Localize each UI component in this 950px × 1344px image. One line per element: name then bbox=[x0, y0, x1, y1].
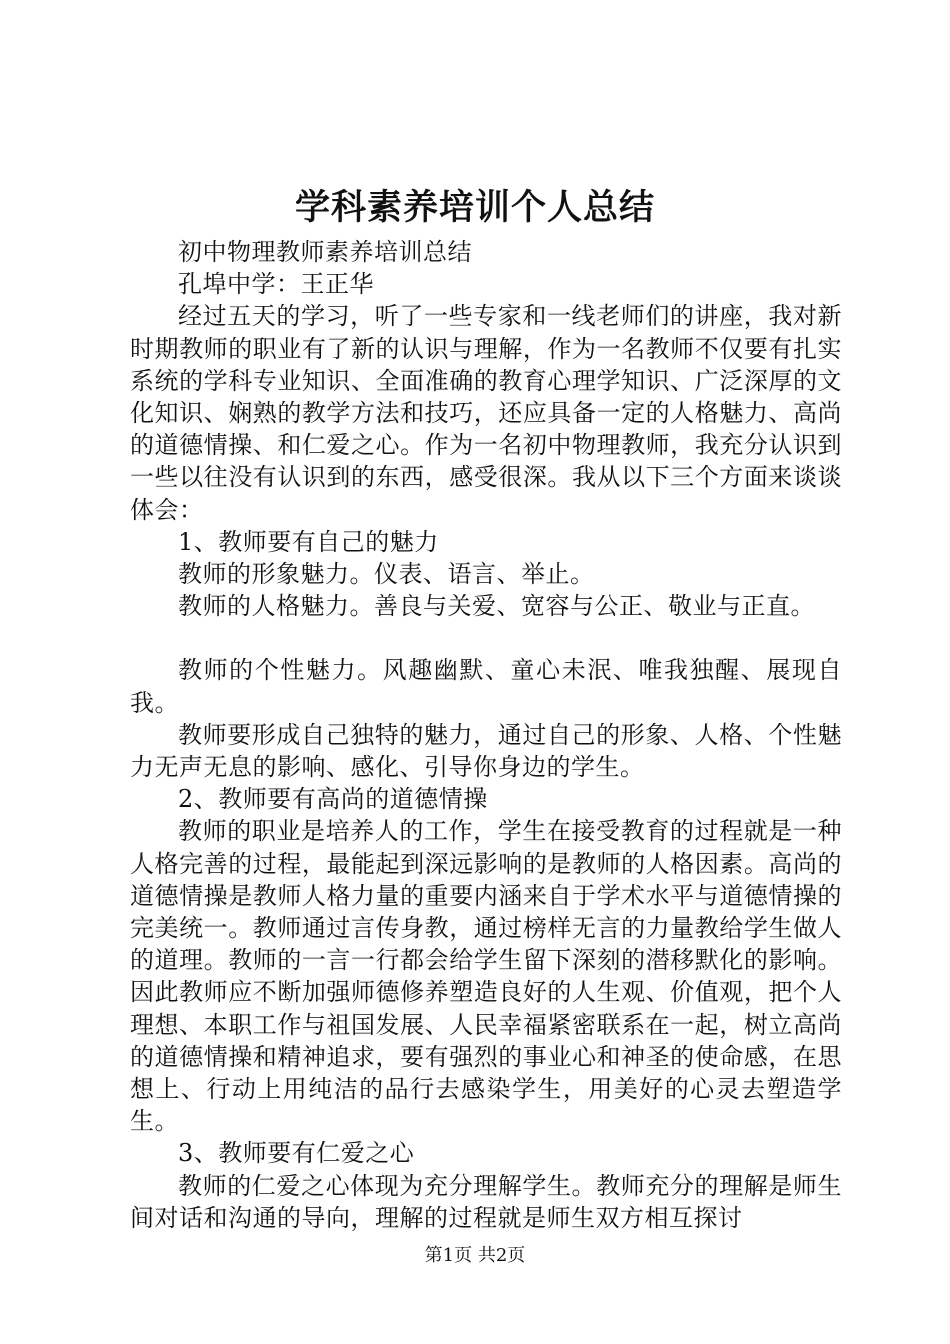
section-heading-2: 2、教师要有高尚的道德情操 bbox=[178, 785, 488, 814]
body-paragraph: 教师的个性魅力。风趣幽默、童心未泯、唯我独醒、展现自我。 bbox=[130, 656, 842, 717]
document-body bbox=[130, 236, 842, 1234]
intro-paragraph: 经过五天的学习，听了一些专家和一线老师们的讲座，我对新时期教师的职业有了新的认识与理解，作为一名教师不仅要有扎实系统的学科专业知识、全面准确的教育心理学知识、广泛深厚的文化知识、娴熟的教学方法和技巧，还应具备一定的人格魅力、高尚的道德情操、和仁爱之心。作为一名初中物理教师，我充分认识到一些以往没有认识到的东西，感受很深。我从以下三个方面来谈谈体会： bbox=[130, 302, 842, 524]
page-footer: 第1页 共2页 bbox=[424, 1245, 526, 1266]
subtitle-paragraph: 初中物理教师素养培训总结 bbox=[178, 238, 472, 266]
document-title: 学科素养培训个人总结 bbox=[294, 188, 655, 228]
section-heading-1: 1、教师要有自己的魅力 bbox=[178, 527, 439, 556]
body-paragraph: 教师的人格魅力。善良与关爱、宽容与公正、敬业与正直。 bbox=[178, 592, 815, 621]
body-paragraph: 教师的职业是培养人的工作，学生在接受教育的过程就是一种人格完善的过程，最能起到深远影响的是教师的人格因素。高尚的道德情操是教师人格力量的重要内涵来自于学术水平与道德情操的完美统一。教师通过言传身教，通过榜样无言的力量教给学生做人的道理。教师的一言一行都会给学生留下深刻的潜移默化的影响。因此教师应不断加强师德修养塑造良好的人生观、价值观，把个人理想、本职工作与祖国发展、人民幸福紧密联系在一起，树立高尚的道德情操和精神追求，要有强烈的事业心和神圣的使命感，在思想上、行动上用纯洁的品行去感染学生，用美好的心灵去塑造学生。 bbox=[130, 817, 842, 1136]
body-paragraph: 教师的仁爱之心体现为充分理解学生。教师充分的理解是师生间对话和沟通的导向，理解的过程就是师生双方相互探讨 bbox=[130, 1171, 842, 1232]
author-paragraph: 孔埠中学：王正华 bbox=[178, 270, 374, 299]
body-paragraph: 教师的形象魅力。仪表、语言、举止。 bbox=[178, 560, 595, 589]
section-heading-3: 3、教师要有仁爱之心 bbox=[178, 1139, 415, 1168]
body-paragraph: 教师要形成自己独特的魅力，通过自己的形象、人格、个性魅力无声无息的影响、感化、引导你身边的学生。 bbox=[130, 720, 842, 782]
